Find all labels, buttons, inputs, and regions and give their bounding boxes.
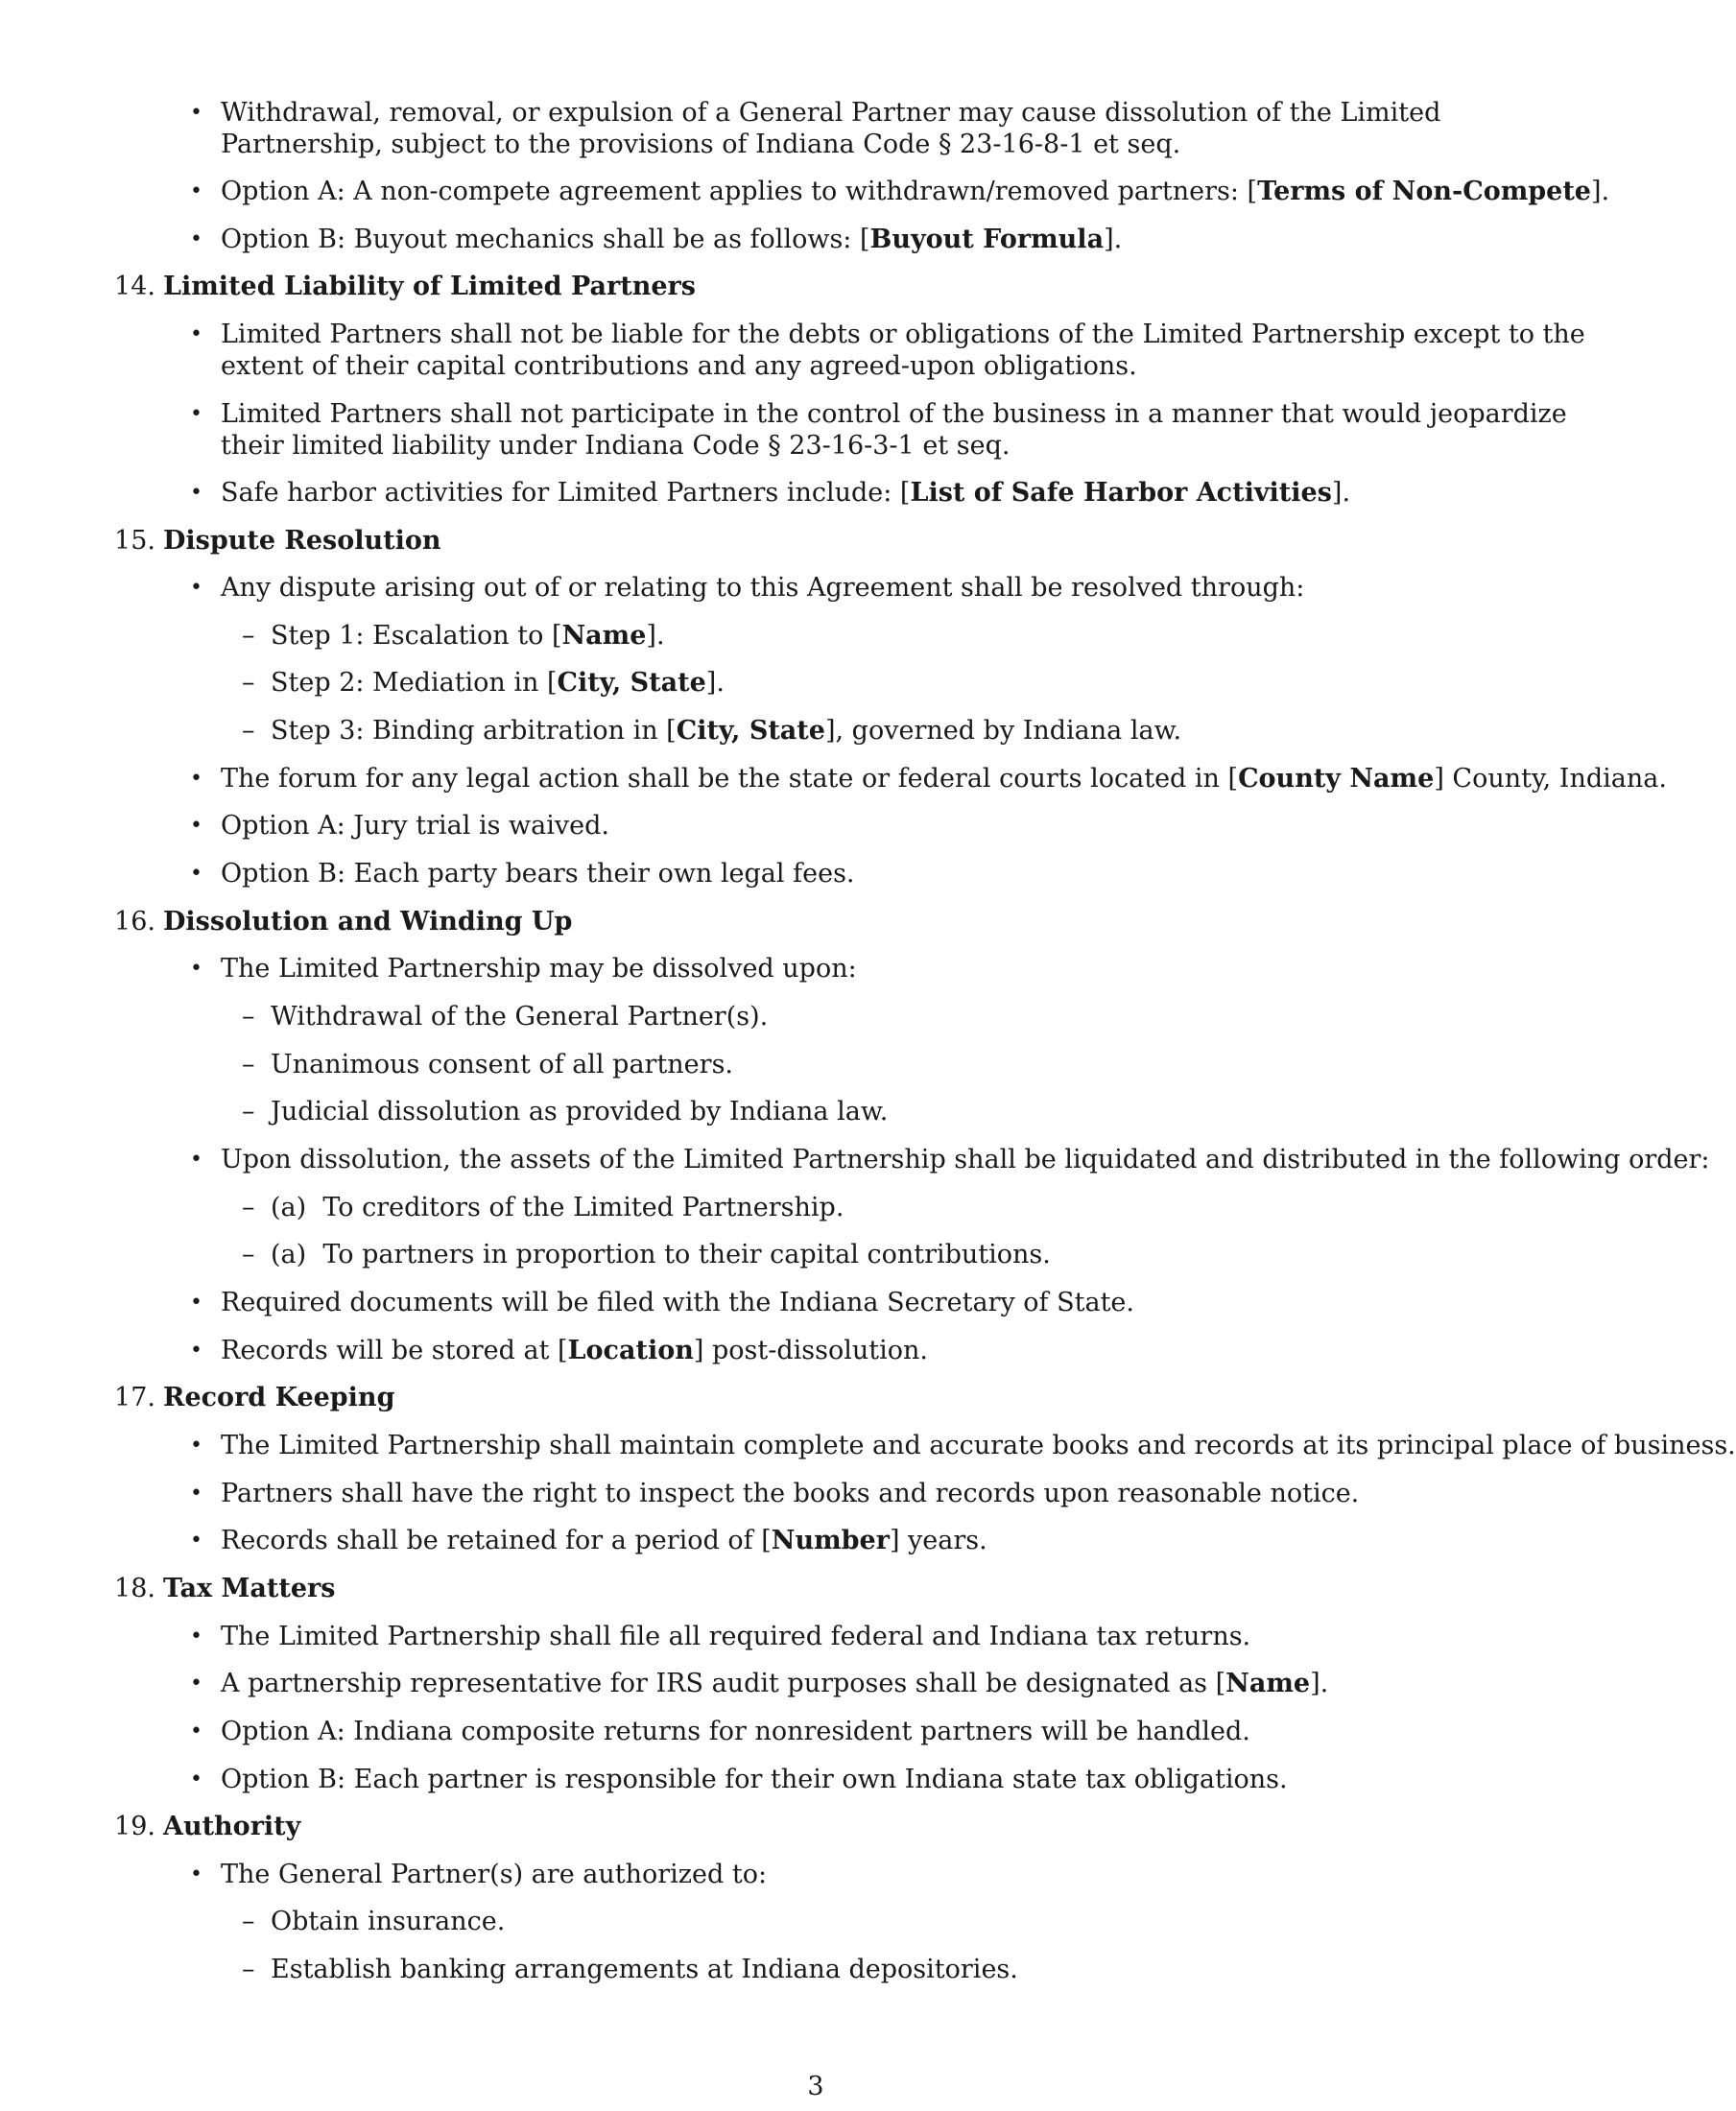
dash-icon: – bbox=[242, 621, 255, 651]
section-number: 19. bbox=[114, 1812, 155, 1841]
page-number: 3 bbox=[807, 2072, 824, 2101]
bullet-icon: • bbox=[190, 767, 202, 791]
dash-icon: – bbox=[242, 1097, 255, 1127]
bullet-icon: • bbox=[190, 227, 202, 251]
section-number: 18. bbox=[114, 1574, 155, 1603]
section-heading: Dissolution and Winding Up bbox=[163, 907, 573, 937]
dash-icon: – bbox=[242, 1002, 255, 1032]
bullet-icon: • bbox=[190, 179, 202, 203]
s14-bullet-3: Safe harbor activities for Limited Partners include: [List of Safe Harbor Activities]. bbox=[221, 478, 1351, 508]
bullet-icon: • bbox=[190, 1862, 202, 1886]
s17-bullet-3: Records shall be retained for a period of [Number] years. bbox=[221, 1526, 987, 1555]
preamble-option-b: Option B: Buyout mechanics shall be as follows: [Buyout Formula]. bbox=[221, 225, 1123, 254]
s16-item-3: Judicial dissolution as provided by Indiana law. bbox=[271, 1097, 889, 1127]
s14-bullet-1: Limited Partners shall not be liable for the debts or obligations of the Limited Partnership except to the extent of their capital contributions and any agreed-upon obligations. bbox=[221, 320, 1585, 381]
dash-icon: – bbox=[242, 1240, 255, 1269]
s16-item-2: Unanimous consent of all partners. bbox=[271, 1050, 734, 1079]
s16-bullet-3: Required documents will be filed with the Indiana Secretary of State. bbox=[221, 1288, 1134, 1317]
s16-item-4: (a) To creditors of the Limited Partnership. bbox=[271, 1193, 844, 1222]
s18-bullet-4: Option B: Each partner is responsible for their own Indiana state tax obligations. bbox=[221, 1765, 1288, 1794]
bullet-icon: • bbox=[190, 1767, 202, 1791]
s19-item-1: Obtain insurance. bbox=[271, 1907, 506, 1936]
bullet-icon: • bbox=[190, 1720, 202, 1743]
s16-bullet-4: Records will be stored at [Location] post-dissolution. bbox=[221, 1336, 928, 1365]
s15-bullet-2: The forum for any legal action shall be the state or federal courts located in [County Name] County, Indiana. bbox=[221, 764, 1667, 794]
bullet-icon: • bbox=[190, 1482, 202, 1506]
preamble-option-a: Option A: A non-compete agreement applies to withdrawn/removed partners: [Terms of Non-Compete]. bbox=[221, 177, 1610, 206]
bullet-icon: • bbox=[190, 957, 202, 981]
section-number: 17. bbox=[114, 1383, 155, 1412]
section-number: 16. bbox=[114, 907, 155, 937]
dash-icon: – bbox=[242, 1907, 255, 1936]
dash-icon: – bbox=[242, 1955, 255, 1984]
bullet-icon: • bbox=[190, 1339, 202, 1363]
section-heading: Authority bbox=[163, 1812, 301, 1841]
bullet-icon: • bbox=[190, 1434, 202, 1458]
s15-step-3: Step 3: Binding arbitration in [City, State], governed by Indiana law. bbox=[271, 716, 1182, 746]
bullet-icon: • bbox=[190, 1625, 202, 1648]
s16-item-1: Withdrawal of the General Partner(s). bbox=[271, 1002, 769, 1032]
s15-bullet-4: Option B: Each party bears their own legal fees. bbox=[221, 859, 855, 889]
s15-step-1: Step 1: Escalation to [Name]. bbox=[271, 621, 665, 651]
bullet-icon: • bbox=[190, 101, 202, 125]
bullet-icon: • bbox=[190, 1529, 202, 1553]
dash-icon: – bbox=[242, 716, 255, 746]
bullet-icon: • bbox=[190, 862, 202, 886]
s14-bullet-2: Limited Partners shall not participate in the control of the business in a manner that would jeopardize their limited liability under Indiana Code § 23-16-3-1 et seq. bbox=[221, 399, 1567, 461]
s16-bullet-1: The Limited Partnership may be dissolved upon: bbox=[221, 954, 857, 984]
s15-step-2: Step 2: Mediation in [City, State]. bbox=[271, 668, 725, 698]
bullet-icon: • bbox=[190, 1672, 202, 1696]
section-heading: Tax Matters bbox=[163, 1574, 336, 1603]
s18-bullet-3: Option A: Indiana composite returns for nonresident partners will be handled. bbox=[221, 1717, 1250, 1746]
s18-bullet-2: A partnership representative for IRS audit purposes shall be designated as [Name]. bbox=[221, 1669, 1329, 1698]
s15-bullet-3: Option A: Jury trial is waived. bbox=[221, 811, 609, 841]
s17-bullet-2: Partners shall have the right to inspect the books and records upon reasonable notice. bbox=[221, 1479, 1360, 1508]
s16-bullet-2: Upon dissolution, the assets of the Limited Partnership shall be liquidated and distributed in the following order: bbox=[221, 1145, 1710, 1174]
s16-item-5: (a) To partners in proportion to their capital contributions. bbox=[271, 1240, 1051, 1269]
bullet-icon: • bbox=[190, 576, 202, 600]
section-heading: Limited Liability of Limited Partners bbox=[163, 272, 696, 301]
bullet-icon: • bbox=[190, 1291, 202, 1315]
bullet-icon: • bbox=[190, 1148, 202, 1172]
bullet-icon: • bbox=[190, 322, 202, 346]
s18-bullet-1: The Limited Partnership shall file all required federal and Indiana tax returns. bbox=[221, 1622, 1251, 1651]
bullet-icon: • bbox=[190, 814, 202, 838]
section-heading: Record Keeping bbox=[163, 1383, 395, 1412]
preamble-withdrawal: Withdrawal, removal, or expulsion of a General Partner may cause dissolution of the Limited Partnership, subject to the provisions of Indiana Code § 23-16-8-1 et seq. bbox=[221, 98, 1441, 159]
section-heading: Dispute Resolution bbox=[163, 526, 441, 556]
dash-icon: – bbox=[242, 1193, 255, 1222]
s17-bullet-1: The Limited Partnership shall maintain complete and accurate books and records at its principal place of business. bbox=[221, 1431, 1736, 1460]
section-number: 15. bbox=[114, 526, 155, 556]
bullet-icon: • bbox=[190, 481, 202, 505]
s19-item-2: Establish banking arrangements at Indiana depositories. bbox=[271, 1955, 1018, 1984]
dash-icon: – bbox=[242, 1050, 255, 1079]
bullet-icon: • bbox=[190, 402, 202, 426]
dash-icon: – bbox=[242, 668, 255, 698]
s15-bullet-1: Any dispute arising out of or relating to this Agreement shall be resolved through: bbox=[221, 573, 1305, 603]
s19-bullet-1: The General Partner(s) are authorized to: bbox=[221, 1860, 768, 1889]
section-number: 14. bbox=[114, 272, 155, 301]
